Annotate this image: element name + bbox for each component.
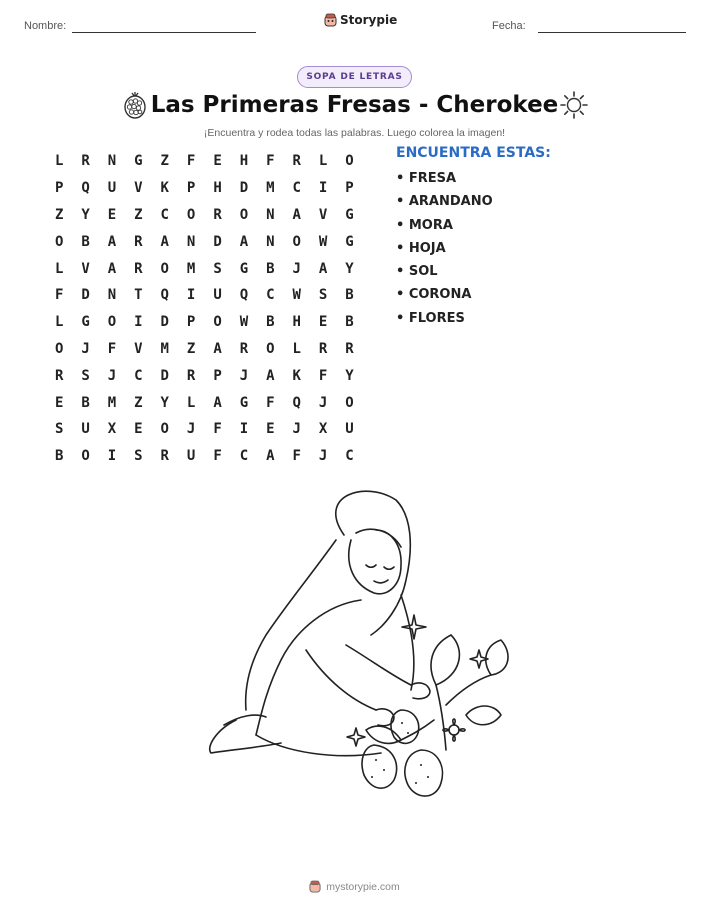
instructions: ¡Encuentra y rodea todas las palabras. Luego colorea la imagen! [203, 127, 506, 139]
word-list-item: • CORONA [396, 287, 472, 303]
grid-letter[interactable]: N [107, 153, 117, 170]
storypie-mascot-icon [309, 880, 321, 893]
grid-letter[interactable]: V [134, 180, 143, 197]
grid-letter[interactable]: R [292, 153, 301, 170]
grid-letter[interactable]: B [345, 314, 354, 331]
grid-letter[interactable]: Z [134, 206, 143, 223]
grid-letter[interactable]: D [81, 287, 90, 304]
grid-letter[interactable]: A [107, 233, 117, 250]
grid-letter[interactable]: O [160, 421, 169, 438]
grid-row [46, 309, 363, 336]
grid-letter[interactable]: Y [345, 367, 354, 384]
grid-letter[interactable]: O [81, 448, 90, 465]
grid-letter[interactable]: I [134, 314, 143, 331]
grid-letter[interactable]: H [239, 153, 249, 170]
page-title: Las Primeras Fresas - Cherokee [150, 92, 559, 118]
grid-letter[interactable]: E [266, 421, 275, 438]
grid-letter[interactable]: B [81, 394, 90, 411]
grid-letter[interactable]: J [292, 260, 301, 277]
grid-letter[interactable]: U [213, 287, 222, 304]
grid-letter[interactable]: O [239, 206, 249, 223]
grid-letter[interactable]: V [318, 206, 328, 223]
grid-letter[interactable]: H [292, 314, 301, 331]
grid-letter[interactable]: Z [54, 206, 64, 223]
grid-letter[interactable]: G [345, 206, 354, 223]
grid-letter[interactable]: R [239, 340, 249, 357]
grid-letter[interactable]: P [54, 180, 64, 197]
grid-letter[interactable]: A [213, 394, 222, 411]
grid-letter[interactable]: A [266, 448, 275, 465]
grid-letter[interactable]: O [107, 314, 117, 331]
grid-row [46, 202, 363, 229]
grid-letter[interactable]: P [186, 180, 196, 197]
footer-url[interactable]: mystorypie.com [326, 880, 400, 893]
grid-letter[interactable]: L [186, 394, 196, 411]
grid-letter[interactable]: A [160, 233, 169, 250]
grid-letter[interactable]: A [239, 233, 249, 250]
word-list-item: • HOJA [396, 240, 446, 256]
grid-letter[interactable]: M [107, 394, 117, 411]
word-list-item: • MORA [396, 217, 453, 233]
grid-letter[interactable]: J [318, 448, 328, 465]
grid-letter[interactable]: B [54, 448, 64, 465]
grid-letter[interactable]: Y [345, 260, 354, 277]
word-search-grid[interactable] [46, 148, 363, 470]
grid-letter[interactable]: L [54, 153, 64, 170]
grid-letter[interactable]: O [213, 314, 222, 331]
grid-letter[interactable]: W [239, 314, 249, 331]
grid-letter[interactable]: J [239, 367, 249, 384]
word-list-title: ENCUENTRA ESTAS: [396, 145, 551, 161]
grid-letter[interactable]: A [292, 206, 301, 223]
grid-letter[interactable]: N [266, 233, 275, 250]
grid-letter[interactable]: F [266, 153, 275, 170]
name-label: Nombre: [24, 20, 67, 32]
grid-letter[interactable]: I [239, 421, 249, 438]
grid-letter[interactable]: T [134, 287, 143, 304]
grid-letter[interactable]: Q [239, 287, 249, 304]
grid-letter[interactable]: S [54, 421, 64, 438]
grid-letter[interactable]: J [292, 421, 301, 438]
grid-letter[interactable]: P [186, 314, 196, 331]
grid-letter[interactable]: G [239, 260, 249, 277]
grid-letter[interactable]: C [266, 287, 275, 304]
grid-letter[interactable]: N [266, 206, 275, 223]
date-line[interactable] [538, 32, 686, 33]
footer [0, 880, 709, 893]
grid-letter[interactable]: B [266, 260, 275, 277]
grid-letter[interactable]: G [134, 153, 143, 170]
grid-letter[interactable]: F [213, 421, 222, 438]
grid-letter[interactable]: W [318, 233, 328, 250]
grid-letter[interactable]: A [266, 367, 275, 384]
grid-letter[interactable]: F [107, 340, 117, 357]
grid-letter[interactable]: E [54, 394, 64, 411]
grid-letter[interactable]: G [81, 314, 90, 331]
grid-letter[interactable]: I [186, 287, 196, 304]
grid-letter[interactable]: B [81, 233, 90, 250]
grid-letter[interactable]: O [160, 260, 169, 277]
grid-letter[interactable]: R [54, 367, 64, 384]
grid-letter[interactable]: E [107, 206, 117, 223]
grid-letter[interactable]: S [318, 287, 328, 304]
name-line[interactable] [72, 32, 256, 33]
grid-letter[interactable]: D [160, 314, 169, 331]
grid-letter[interactable]: Q [160, 287, 169, 304]
grid-letter[interactable]: K [160, 180, 169, 197]
grid-letter[interactable]: C [134, 367, 143, 384]
grid-letter[interactable]: R [186, 367, 196, 384]
word-list-item: • ARANDANO [396, 194, 493, 210]
grid-letter[interactable]: H [213, 180, 222, 197]
grid-letter[interactable]: J [81, 340, 90, 357]
date-label: Fecha: [492, 20, 526, 32]
grid-letter[interactable]: C [345, 448, 354, 465]
word-list-item: • SOL [396, 264, 438, 280]
grid-letter[interactable]: L [54, 260, 64, 277]
grid-letter[interactable]: A [107, 260, 117, 277]
grid-letter[interactable]: D [160, 367, 169, 384]
grid-row [46, 389, 363, 416]
grid-letter[interactable]: X [318, 421, 328, 438]
activity-badge: SOPA DE LETRAS [297, 66, 412, 88]
grid-letter[interactable]: O [186, 206, 196, 223]
grid-letter[interactable]: B [266, 314, 275, 331]
grid-letter[interactable]: S [213, 260, 222, 277]
grid-letter[interactable]: C [239, 448, 249, 465]
grid-letter[interactable]: O [345, 394, 354, 411]
grid-letter[interactable]: R [213, 206, 222, 223]
grid-letter[interactable]: R [345, 340, 354, 357]
grid-letter[interactable]: L [292, 340, 301, 357]
grid-letter[interactable]: Q [292, 394, 301, 411]
grid-row [46, 175, 363, 202]
grid-letter[interactable]: U [107, 180, 117, 197]
grid-letter[interactable]: P [213, 367, 222, 384]
grid-letter[interactable]: Q [81, 180, 90, 197]
grid-letter[interactable]: F [292, 448, 301, 465]
grid-letter[interactable]: L [54, 314, 64, 331]
grid-letter[interactable]: R [81, 153, 90, 170]
grid-letter[interactable]: I [318, 180, 328, 197]
grid-row [46, 443, 363, 470]
grid-letter[interactable]: R [134, 260, 143, 277]
grid-letter[interactable]: J [186, 421, 196, 438]
grid-letter[interactable]: C [160, 206, 169, 223]
grid-letter[interactable]: E [213, 153, 222, 170]
grid-letter[interactable]: F [186, 153, 196, 170]
grid-letter[interactable]: S [134, 448, 143, 465]
grid-letter[interactable]: D [213, 233, 222, 250]
grid-letter[interactable]: O [54, 233, 64, 250]
grid-letter[interactable]: F [54, 287, 64, 304]
grid-letter[interactable]: V [81, 260, 90, 277]
grid-letter[interactable]: M [186, 260, 196, 277]
grid-letter[interactable]: Z [186, 340, 196, 357]
brand-name: Storypie [340, 13, 398, 27]
grid-letter[interactable]: R [160, 448, 169, 465]
grid-letter[interactable]: D [239, 180, 249, 197]
grid-letter[interactable]: L [318, 153, 328, 170]
grid-row [46, 336, 363, 363]
grid-letter[interactable]: A [318, 260, 328, 277]
grid-letter[interactable]: O [345, 153, 354, 170]
grid-letter[interactable]: M [266, 180, 275, 197]
grid-letter[interactable]: C [292, 180, 301, 197]
grid-letter[interactable]: W [292, 287, 301, 304]
word-list [396, 171, 493, 334]
grid-row [46, 362, 363, 389]
grid-letter[interactable]: O [266, 340, 275, 357]
grid-row [46, 416, 363, 443]
grid-letter[interactable]: M [160, 340, 169, 357]
grid-letter[interactable]: E [134, 421, 143, 438]
grid-letter[interactable]: R [318, 340, 328, 357]
grid-letter[interactable]: V [134, 340, 143, 357]
grid-letter[interactable]: J [318, 394, 328, 411]
grid-letter[interactable]: N [107, 287, 117, 304]
grid-letter[interactable]: O [54, 340, 64, 357]
storypie-mascot-icon [324, 13, 337, 27]
grid-letter[interactable]: R [134, 233, 143, 250]
grid-row [46, 148, 363, 175]
grid-letter[interactable]: Y [81, 206, 90, 223]
grid-row [46, 282, 363, 309]
grid-letter[interactable]: F [318, 367, 328, 384]
grid-letter[interactable]: I [107, 448, 117, 465]
girl-picking-strawberries-illustration[interactable] [196, 485, 516, 815]
grid-row [46, 228, 363, 255]
grid-letter[interactable]: U [345, 421, 354, 438]
grid-letter[interactable]: O [292, 233, 301, 250]
grid-letter[interactable]: B [345, 287, 354, 304]
grid-letter[interactable]: P [345, 180, 354, 197]
brand-logo [324, 13, 397, 27]
grid-letter[interactable]: E [318, 314, 328, 331]
grid-letter[interactable]: Z [134, 394, 143, 411]
grid-letter[interactable]: F [213, 448, 222, 465]
grid-letter[interactable]: K [292, 367, 301, 384]
grid-letter[interactable]: Z [160, 153, 169, 170]
grid-row [46, 255, 363, 282]
grid-letter[interactable]: X [107, 421, 117, 438]
grid-letter[interactable]: S [81, 367, 90, 384]
grid-letter[interactable]: N [186, 233, 196, 250]
grid-letter[interactable]: F [266, 394, 275, 411]
word-list-item: • FLORES [396, 310, 465, 326]
grid-letter[interactable]: U [81, 421, 90, 438]
grid-letter[interactable]: G [239, 394, 249, 411]
grid-letter[interactable]: U [186, 448, 196, 465]
grid-letter[interactable]: A [213, 340, 222, 357]
word-list-item: • FRESA [396, 171, 457, 186]
grid-letter[interactable]: G [345, 233, 354, 250]
grid-letter[interactable]: J [107, 367, 117, 384]
grid-letter[interactable]: Y [160, 394, 169, 411]
sun-icon [559, 90, 589, 120]
